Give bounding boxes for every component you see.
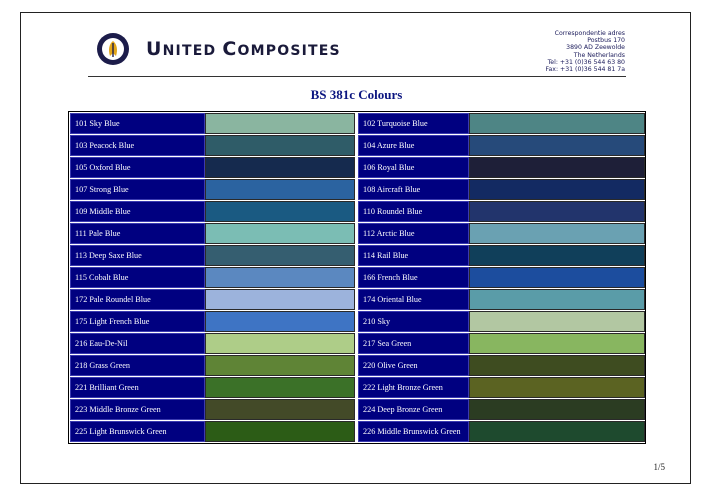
colour-swatch: [205, 377, 355, 398]
colour-swatch: [469, 135, 645, 156]
company-initial-1: U: [146, 38, 163, 60]
colour-name: 218 Grass Green: [70, 355, 205, 376]
colour-name: 222 Light Bronze Green: [358, 377, 469, 398]
colour-swatch: [469, 179, 645, 200]
colour-name: 210 Sky: [358, 311, 469, 332]
company-logo-icon: [96, 32, 130, 66]
colour-swatch: [205, 157, 355, 178]
colour-swatch: [205, 333, 355, 354]
company-word-2: OMPOSITES: [237, 43, 341, 59]
address-line: 3890 AD Zeewolde: [566, 44, 625, 52]
colour-name: 175 Light French Blue: [70, 311, 205, 332]
colour-name: 166 French Blue: [358, 267, 469, 288]
colour-swatch: [469, 355, 645, 376]
colour-swatch: [469, 201, 645, 222]
colour-swatch: [205, 311, 355, 332]
colour-table: [68, 111, 646, 444]
colour-name: 221 Brilliant Green: [70, 377, 205, 398]
colour-swatch: [469, 113, 645, 134]
colour-swatch: [205, 399, 355, 420]
colour-swatch: [205, 223, 355, 244]
colour-swatch: [469, 267, 645, 288]
colour-name: 102 Turquoise Blue: [358, 113, 469, 134]
colour-swatch: [469, 245, 645, 266]
colour-name: 111 Pale Blue: [70, 223, 205, 244]
colour-swatch: [469, 421, 645, 442]
colour-name: 226 Middle Brunswick Green: [358, 421, 469, 442]
address-line: Tel: +31 (0)36 544 63 80: [547, 58, 625, 66]
colour-name: 114 Rail Blue: [358, 245, 469, 266]
colour-name: 225 Light Brunswick Green: [70, 421, 205, 442]
colour-swatch: [205, 421, 355, 442]
address-line: Fax: +31 (0)36 544 81 7a: [545, 66, 625, 74]
colour-name: 172 Pale Roundel Blue: [70, 289, 205, 310]
colour-swatch: [469, 399, 645, 420]
colour-swatch: [469, 223, 645, 244]
colour-swatch: [205, 245, 355, 266]
address-line: Postbus 170: [587, 37, 625, 45]
colour-swatch: [205, 289, 355, 310]
colour-name: 103 Peacock Blue: [70, 135, 205, 156]
colour-swatch: [205, 267, 355, 288]
colour-name: 216 Eau-De-Nil: [70, 333, 205, 354]
colour-name: 224 Deep Bronze Green: [358, 399, 469, 420]
address-block: [546, 30, 625, 73]
header-divider: [88, 76, 626, 77]
colour-swatch: [469, 377, 645, 398]
colour-name: 109 Middle Blue: [70, 201, 205, 222]
colour-name: 106 Royal Blue: [358, 157, 469, 178]
colour-name: 108 Aircraft Blue: [358, 179, 469, 200]
colour-swatch: [205, 201, 355, 222]
colour-swatch: [469, 311, 645, 332]
company-word-1: NITED: [162, 43, 223, 59]
colour-name: 174 Oriental Blue: [358, 289, 469, 310]
colour-swatch: [469, 333, 645, 354]
colour-swatch: [205, 135, 355, 156]
page-title: BS 381c Colours: [310, 87, 403, 102]
colour-swatch: [469, 289, 645, 310]
company-name: [146, 38, 341, 60]
colour-name: 220 Olive Green: [358, 355, 469, 376]
colour-name: 115 Cobalt Blue: [70, 267, 205, 288]
colour-name: 104 Azure Blue: [358, 135, 469, 156]
colour-name: 112 Arctic Blue: [358, 223, 469, 244]
company-initial-2: C: [222, 38, 238, 60]
colour-name: 110 Roundel Blue: [358, 201, 469, 222]
colour-name: 105 Oxford Blue: [70, 157, 205, 178]
address-line: The Netherlands: [573, 51, 625, 59]
colour-name: 101 Sky Blue: [70, 113, 205, 134]
colour-swatch: [205, 355, 355, 376]
colour-name: 217 Sea Green: [358, 333, 469, 354]
colour-name: 107 Strong Blue: [70, 179, 205, 200]
colour-name: 223 Middle Bronze Green: [70, 399, 205, 420]
address-line: Correspondentie adres: [554, 30, 625, 37]
colour-swatch: [205, 113, 355, 134]
colour-swatch: [205, 179, 355, 200]
page-number: 1/5: [653, 462, 665, 472]
colour-name: 113 Deep Saxe Blue: [70, 245, 205, 266]
colour-swatch: [469, 157, 645, 178]
